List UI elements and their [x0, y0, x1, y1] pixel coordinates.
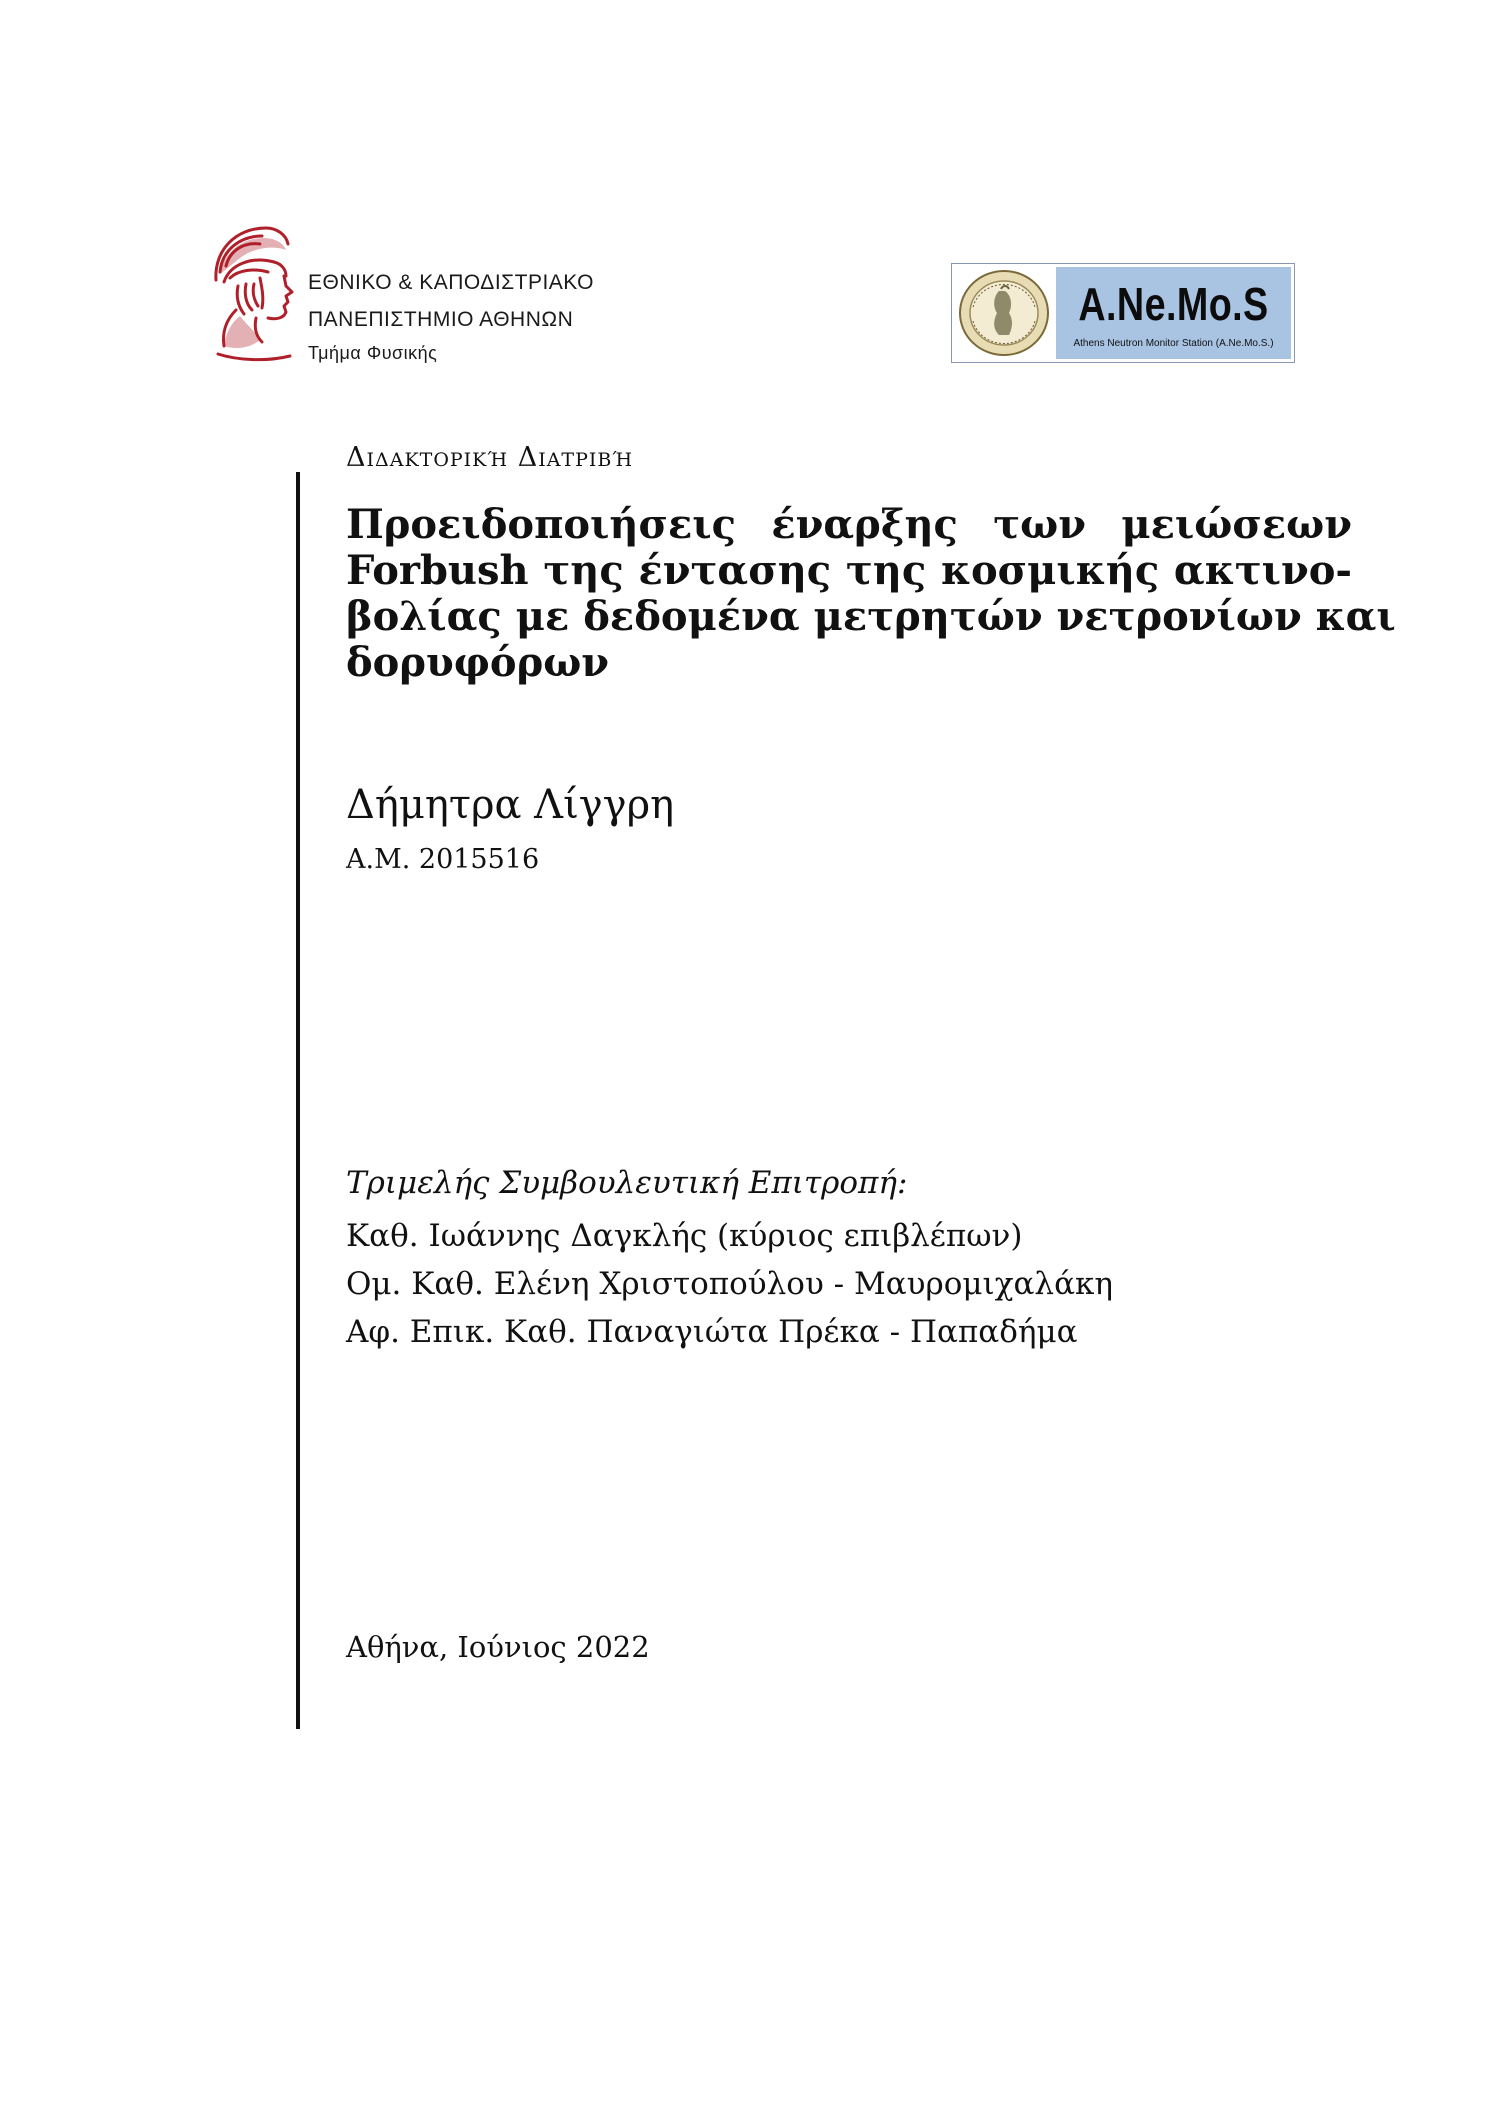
anemos-name: A.Ne.Mo.S [1078, 278, 1269, 330]
anemos-seal-icon [955, 267, 1053, 359]
title-line-4: δορυφόρων [346, 639, 610, 686]
place-date: Αθήνα, Ιούνιος 2022 [346, 1630, 650, 1664]
title-line-2: Forbush της έντασης της κοσμικής ακτινο- [346, 547, 1352, 594]
committee-member: Ομ. Καθ. Ελένη Χριστοπούλου - Μαυρομιχαλάκη [346, 1266, 1113, 1302]
title-line-3: βολίας με δεδομένα μετρητών νετρονίων και [346, 593, 1396, 640]
registration-number: Α.Μ. 2015516 [346, 844, 540, 875]
anemos-name-panel [1056, 267, 1291, 359]
committee-member: Αφ. Επικ. Καθ. Παναγιώτα Πρέκα - Παπαδήμα [346, 1314, 1078, 1350]
committee-member: Καθ. Ιωάννης Δαγκλής (κύριος επιβλέπων) [346, 1218, 1023, 1254]
title-line-1: Προειδοποιήσεις έναρξης των μειώσεων [346, 501, 1352, 548]
university-logo [196, 220, 636, 370]
anemos-logo [951, 263, 1295, 363]
thesis-title [346, 501, 1396, 686]
anemos-subtitle: Athens Neutron Monitor Station (A.Ne.Mo.S.) [1073, 338, 1274, 349]
vertical-rule [296, 472, 300, 1729]
committee-list [346, 1212, 1346, 1356]
author-name: Δήμητρα Λίγγρη [346, 782, 675, 828]
department-name: Τμήμα Φυσικής [308, 343, 438, 363]
document-type: Διδακτορική Διατριβή [346, 442, 634, 473]
university-name-line1: ΕΘΝΙΚΟ & ΚΑΠΟΔΙΣΤΡΙΑΚΟ [308, 271, 594, 294]
athena-emblem-icon [196, 220, 308, 368]
university-name-line2: ΠΑΝΕΠΙΣΤΗΜΙΟ ΑΘΗΝΩΝ [308, 308, 574, 331]
committee-heading: Τριμελής Συμβουλευτική Επιτροπή: [346, 1165, 908, 1201]
